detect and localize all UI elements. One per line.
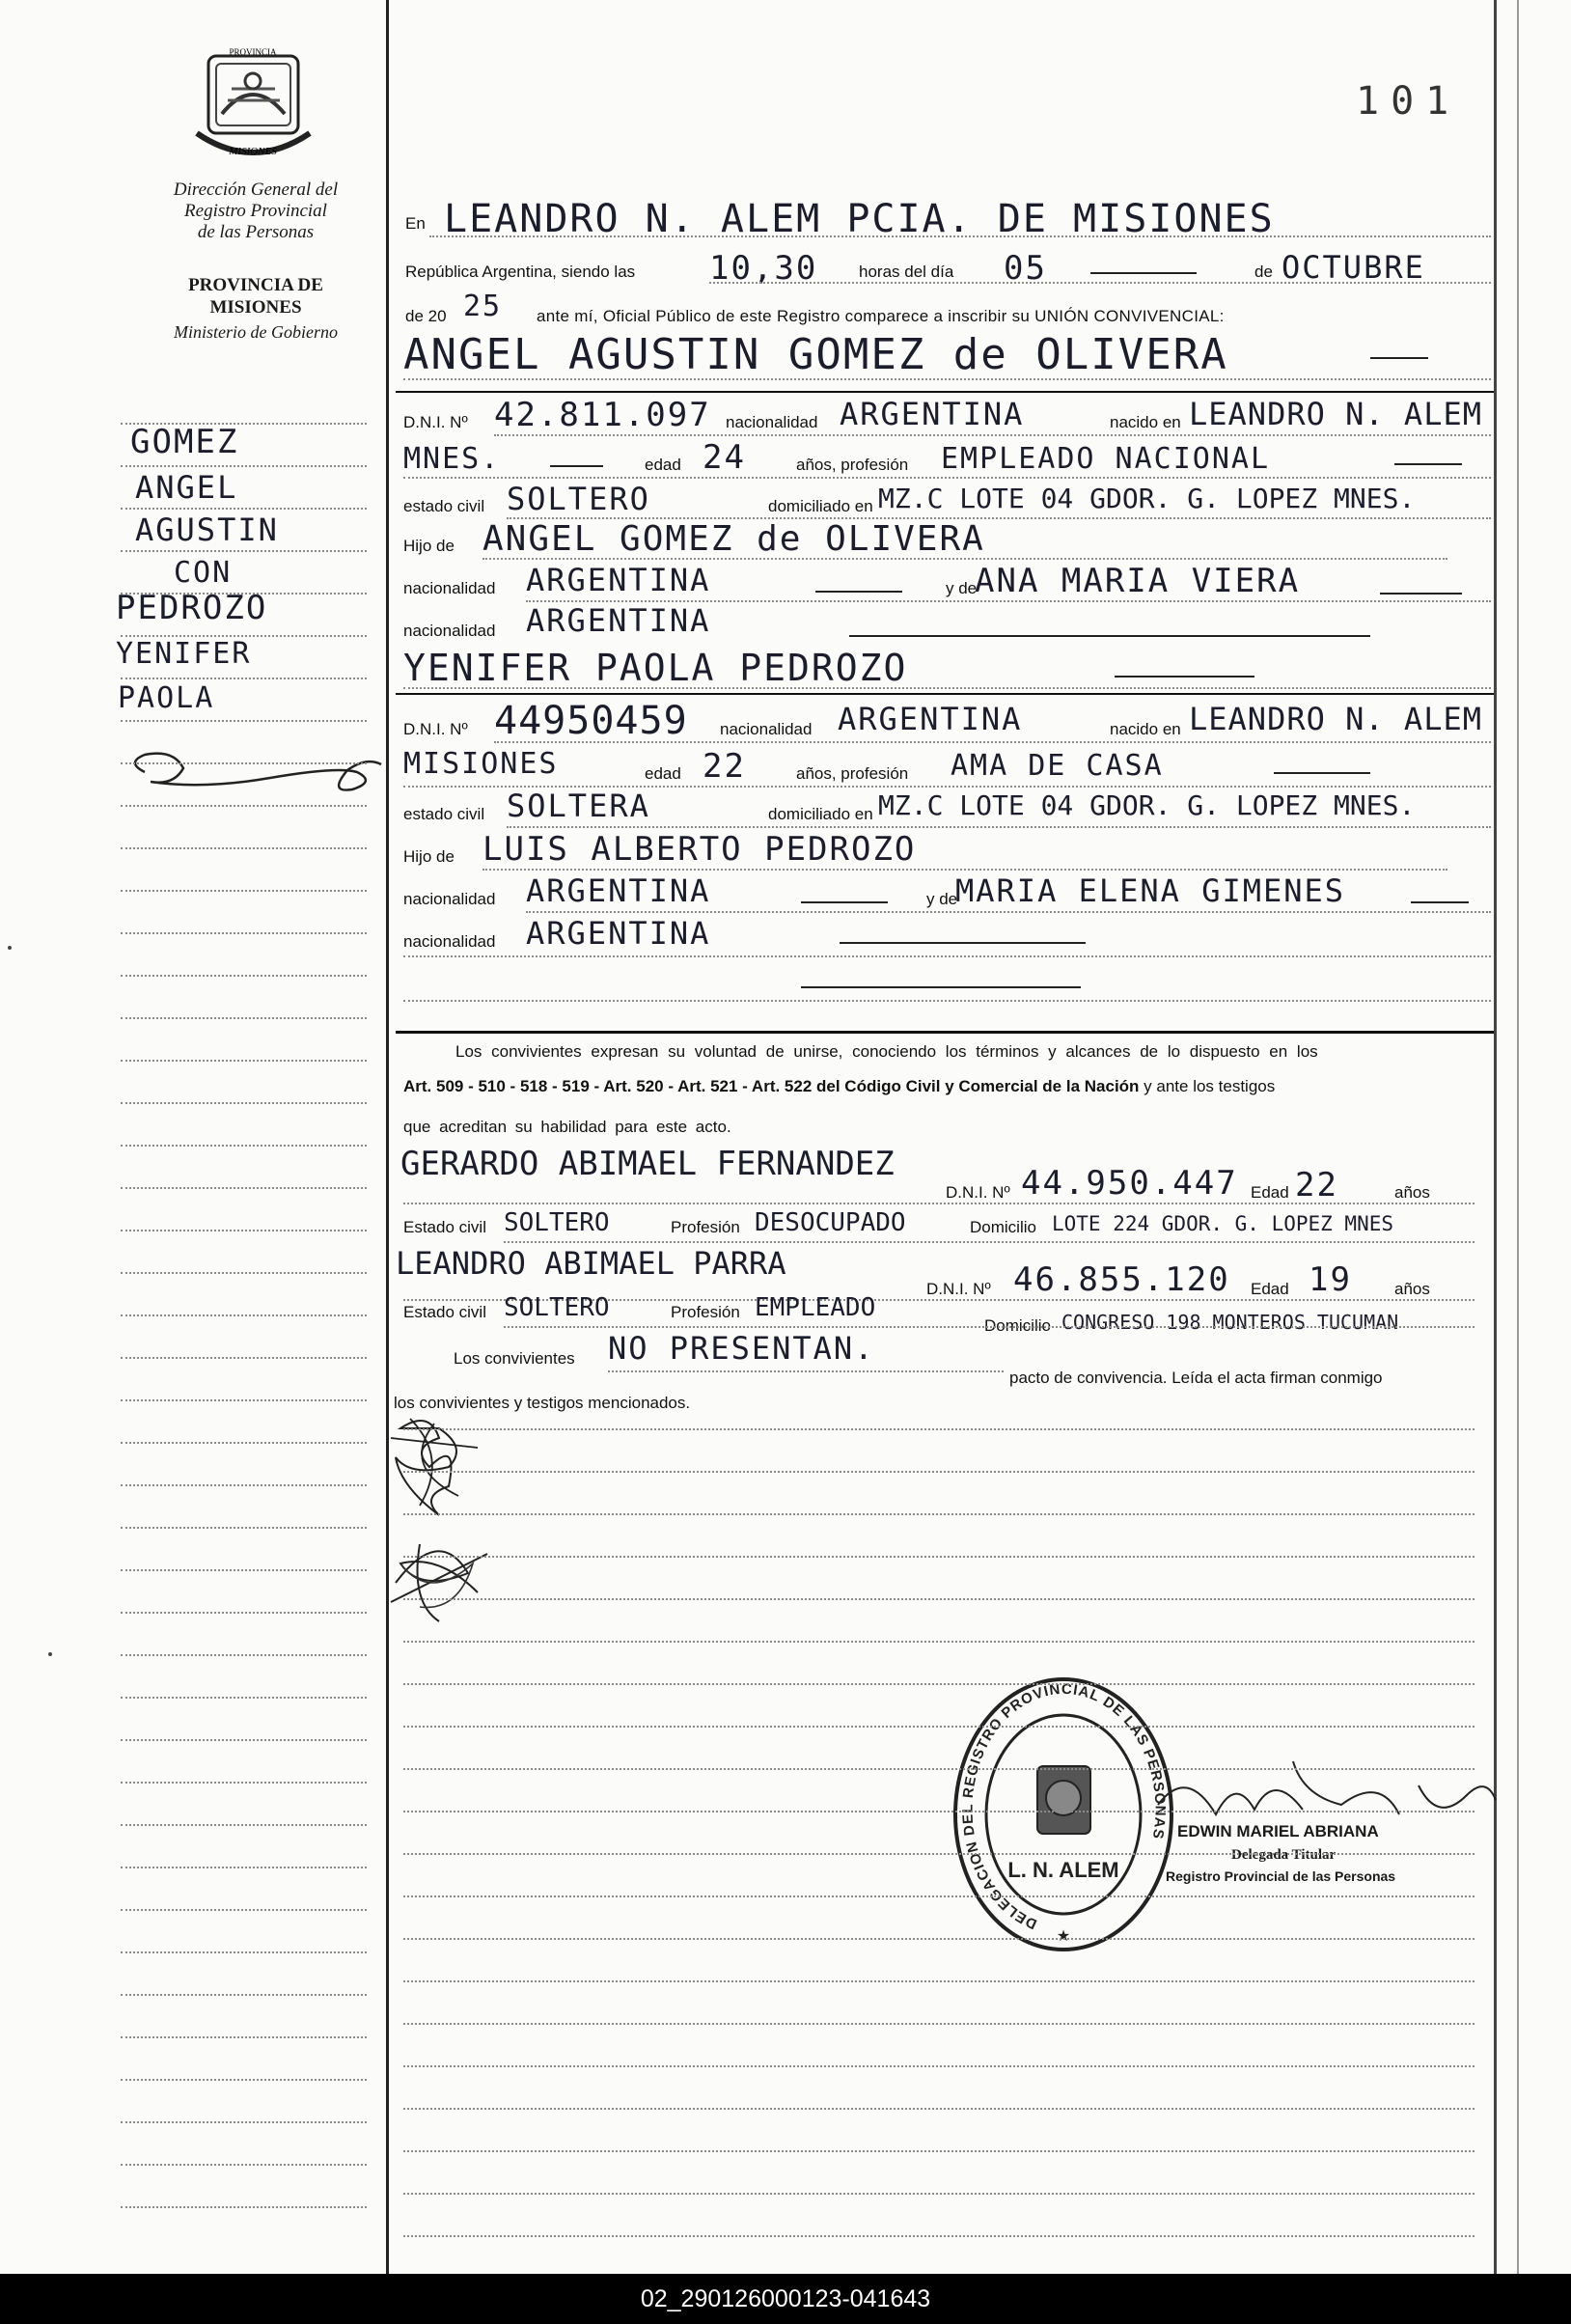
main-ruled-line [403, 1726, 1475, 1728]
margin-ruled-line [121, 465, 367, 467]
margin-ruled-line [121, 1102, 367, 1104]
label-year-prefix: de 20 [405, 307, 447, 325]
person2-father-nationality: ARGENTINA [526, 872, 711, 909]
svg-text:★: ★ [1056, 1928, 1071, 1945]
margin-ruled-line [121, 1272, 367, 1274]
main-ruled-line [403, 1471, 1475, 1473]
main-ruled-line [403, 1428, 1475, 1430]
header-line-2: Registro Provincial [184, 201, 327, 221]
margin-ruled-line [121, 932, 367, 934]
margin-ruled-line [121, 2206, 367, 2208]
person2-mother-nationality: ARGENTINA [526, 915, 711, 952]
witness2-age: 19 [1309, 1260, 1352, 1299]
label-estado-civil: estado civil [403, 497, 485, 515]
label-anos-profesion: años, profesión [796, 764, 909, 783]
person1-name: ANGEL AGUSTIN GOMEZ de OLIVERA [403, 330, 1228, 379]
margin-ruled-line [121, 1187, 367, 1189]
label-domiciliado: domiciliado en [768, 497, 873, 515]
declaration-line-1: Los convivientes expresan su voluntad de unirse, conociendo los términos y alcances de lo dispuesto en los [455, 1042, 1318, 1061]
label-los-convivientes: Los convivientes [454, 1349, 575, 1368]
pact-value: NO PRESENTAN. [608, 1330, 875, 1367]
main-ruled-line [403, 1853, 1475, 1855]
label-edad: edad [645, 456, 681, 474]
main-ruled-line [403, 1641, 1475, 1643]
label-horas-dia: horas del día [859, 263, 954, 281]
seal-center-text: L. N. ALEM [1007, 1858, 1119, 1882]
misiones-crest-logo [193, 46, 314, 172]
margin-ruled-line [121, 2164, 367, 2166]
act-year: 25 [463, 290, 503, 323]
margin-ruled-line [121, 1399, 367, 1401]
label-nacionalidad: nacionalidad [726, 413, 818, 431]
person1-mother: ANA MARIA VIERA [975, 562, 1301, 600]
margin-ruled-line [121, 1484, 367, 1486]
margin-ruled-line [121, 1230, 367, 1231]
person1-profession: EMPLEADO NACIONAL [941, 442, 1271, 476]
act-hour: 10,30 [709, 249, 818, 288]
person2-dni: 44950459 [494, 699, 688, 743]
label-firman: los convivientes y testigos mencionados. [394, 1394, 691, 1412]
person1-nationality: ARGENTINA [840, 396, 1025, 432]
declaration-articles: Art. 509 - 510 - 518 - 519 - Art. 520 - Art. 521 - Art. 522 del Código Civil y Comercial de la Nación [403, 1077, 1140, 1095]
main-ruled-line [403, 1768, 1475, 1770]
main-ruled-line [403, 1938, 1475, 1940]
main-ruled-line [403, 2065, 1475, 2067]
label-nacionalidad: nacionalidad [403, 579, 496, 597]
margin-ruled-line [121, 1357, 367, 1359]
margin-ruled-line [121, 975, 367, 977]
main-ruled-line [403, 2193, 1475, 2195]
header-province [135, 274, 376, 318]
person2-nationality: ARGENTINA [838, 701, 1023, 737]
main-ruled-line [403, 2150, 1475, 2152]
label-nacido-en: nacido en [1110, 413, 1181, 431]
main-ruled-line [403, 1556, 1475, 1558]
person1-age: 24 [703, 438, 746, 477]
label-witness-dni: D.N.I. Nº [946, 1183, 1010, 1202]
label-witness-dni: D.N.I. Nº [926, 1280, 991, 1298]
person2-profession: AMA DE CASA [951, 749, 1164, 783]
label-dni: D.N.I. Nº [403, 720, 468, 738]
person1-dni: 42.811.097 [494, 396, 711, 434]
label-hijo-de: Hijo de [403, 847, 455, 866]
label-republica: República Argentina, siendo las [405, 263, 636, 281]
margin-ruled-line [121, 1314, 367, 1316]
label-domiciliado: domiciliado en [768, 805, 873, 823]
witness2-civil-status: SOLTERO [504, 1293, 610, 1322]
act-month: OCTUBRE [1282, 249, 1425, 286]
page-number: 101 [1356, 79, 1461, 124]
margin-closing-flourish [116, 743, 386, 801]
person1-father-nationality: ARGENTINA [526, 562, 711, 598]
label-witness-edad: Edad [1251, 1183, 1289, 1202]
margin-ruled-line [121, 1654, 367, 1656]
label-dni: D.N.I. Nº [403, 413, 468, 431]
header-line-3: de las Personas [197, 222, 315, 242]
main-ruled-line [403, 1598, 1475, 1600]
label-nacionalidad: nacionalidad [403, 622, 496, 640]
margin-ruled-line [121, 550, 367, 552]
label-witness-profesion: Profesión [671, 1218, 740, 1236]
margin-ruled-line [121, 1145, 367, 1147]
margin-ruled-line [121, 1994, 367, 1996]
label-witness-estado-civil: Estado civil [403, 1303, 486, 1321]
witness1-name: GERARDO ABIMAEL FERNANDEZ [400, 1145, 895, 1183]
margin-ruled-line [121, 508, 367, 510]
person1-mother-nationality: ARGENTINA [526, 602, 711, 639]
label-en: En [405, 214, 426, 233]
margin-ruled-line [121, 762, 367, 764]
person2-address: MZ.C LOTE 04 GDOR. G. LOPEZ MNES. [878, 789, 1416, 821]
margin-ruled-line [121, 678, 367, 679]
header-directorate [135, 180, 376, 243]
margin-ruled-line [121, 1739, 367, 1741]
main-ruled-line [403, 2235, 1475, 2237]
right-page-border [1494, 0, 1497, 2274]
margin-name: YENIFER [116, 637, 252, 671]
margin-ruled-line [121, 1697, 367, 1699]
label-witness-domicilio: Domicilio [984, 1316, 1051, 1335]
margin-ruled-line [121, 2121, 367, 2123]
person2-birthplace: LEANDRO N. ALEM [1189, 701, 1482, 737]
margin-ruled-line [121, 1909, 367, 1911]
margin-ruled-line [121, 1951, 367, 1953]
registry-seal-stamp [951, 1674, 1177, 1964]
margin-ruled-line [121, 1782, 367, 1784]
scan-footer-bar [0, 2274, 1571, 2324]
declaration-line-2: y ante los testigos [1144, 1077, 1276, 1095]
official-office: Registro Provincial de las Personas [1166, 1868, 1396, 1884]
seal-ring-text: DELEGACION DEL REGISTRO PROVINCIAL DE LAS PERSONAS [959, 1680, 1169, 1933]
label-anos-profesion: años, profesión [796, 456, 909, 474]
header-line-1: Dirección General del [173, 180, 339, 200]
witness2-dni: 46.855.120 [1013, 1260, 1230, 1299]
label-nacido-en: nacido en [1110, 720, 1181, 738]
margin-ruled-line [121, 805, 367, 807]
label-witness-profesion: Profesión [671, 1303, 740, 1321]
crest-text-top: PROVINCIA [229, 47, 277, 57]
label-y-de: y de [946, 579, 978, 597]
witness2-profession: EMPLEADO [755, 1293, 876, 1322]
scan-id: 02_290126000123-041643 [640, 2285, 931, 2312]
label-de: de [1254, 263, 1273, 281]
person1-birthplace-2: MNES. [403, 442, 501, 476]
main-ruled-line [403, 1811, 1475, 1812]
label-hijo-de: Hijo de [403, 537, 455, 555]
label-witness-domicilio: Domicilio [970, 1218, 1036, 1236]
main-ruled-line [403, 1513, 1475, 1515]
label-nacionalidad: nacionalidad [720, 720, 813, 738]
label-nacionalidad: nacionalidad [403, 932, 496, 951]
person2-age: 22 [703, 747, 746, 786]
label-nacionalidad: nacionalidad [403, 890, 496, 908]
main-ruled-line [403, 1980, 1475, 1982]
label-witness-anos: años [1394, 1183, 1430, 1202]
margin-ruled-line [121, 720, 367, 722]
main-ruled-line [403, 2108, 1475, 2110]
person2-name: YENIFER PAOLA PEDROZO [403, 647, 908, 689]
main-ruled-line [403, 1895, 1475, 1897]
crest-text-bottom: MISIONES [229, 146, 277, 157]
margin-ruled-line [121, 1527, 367, 1529]
witness2-name: LEANDRO ABIMAEL PARRA [396, 1245, 786, 1282]
margin-ruled-line [121, 2036, 367, 2038]
margin-ruled-line [121, 593, 367, 595]
margin-ruled-line [121, 635, 367, 637]
margin-ruled-line [121, 1569, 367, 1571]
main-ruled-line [403, 2023, 1475, 2025]
person1-birthplace: LEANDRO N. ALEM [1189, 396, 1482, 432]
person1-father: ANGEL GOMEZ de OLIVERA [482, 519, 985, 559]
declaration-line-3: que acreditan su habilidad para este acto. [403, 1118, 731, 1136]
margin-name: AGUSTIN [135, 512, 279, 548]
witness2-address: CONGRESO 198 MONTEROS TUCUMAN [1061, 1311, 1399, 1334]
header-province-2: MISIONES [209, 297, 302, 318]
person2-father: LUIS ALBERTO PEDROZO [482, 830, 917, 869]
person2-birthplace-2: MISIONES [403, 747, 559, 781]
person2-mother: MARIA ELENA GIMENES [955, 872, 1346, 909]
margin-name: CON [174, 556, 233, 590]
official-name: EDWIN MARIEL ABRIANA [1177, 1822, 1379, 1840]
act-place: LEANDRO N. ALEM PCIA. DE MISIONES [444, 197, 1275, 241]
label-estado-civil: estado civil [403, 805, 485, 823]
witness1-profession: DESOCUPADO [755, 1208, 906, 1237]
header-ministry: Ministerio de Gobierno [174, 322, 338, 342]
margin-ruled-line [121, 1824, 367, 1826]
margin-ruled-line [121, 1017, 367, 1019]
label-witness-estado-civil: Estado civil [403, 1218, 486, 1236]
margin-ruled-line [121, 890, 367, 892]
label-y-de: y de [926, 890, 958, 908]
label-compare: ante mí, Oficial Público de este Registro comparece a inscribir su UNIÓN CONVIVENCIAL: [537, 307, 1225, 325]
official-title: Delegada Titular [1231, 1847, 1337, 1863]
margin-name: GOMEZ [130, 423, 239, 461]
main-ruled-line [403, 1683, 1475, 1685]
header-province-1: PROVINCIA DE [188, 275, 323, 295]
right-shadow-edge [1517, 0, 1519, 2274]
margin-ruled-line [121, 1612, 367, 1614]
person1-civil-status: SOLTERO [507, 481, 650, 517]
margin-ruled-line [121, 1060, 367, 1062]
person2-civil-status: SOLTERA [507, 788, 650, 824]
margin-name: ANGEL [135, 469, 238, 506]
margin-ruled-line [121, 2079, 367, 2081]
person1-address: MZ.C LOTE 04 GDOR. G. LOPEZ MNES. [878, 483, 1416, 514]
margin-name: PAOLA [118, 681, 215, 715]
label-witness-anos: años [1394, 1280, 1430, 1298]
margin-ruled-line [121, 423, 367, 425]
left-column-border [386, 0, 389, 2274]
witness1-address: LOTE 224 GDOR. G. LOPEZ MNES [1052, 1212, 1394, 1235]
witness1-dni: 44.950.447 [1021, 1164, 1238, 1203]
witness1-age: 22 [1295, 1166, 1338, 1204]
label-witness-edad: Edad [1251, 1280, 1289, 1298]
witness1-civil-status: SOLTERO [504, 1208, 610, 1237]
margin-ruled-line [121, 1442, 367, 1444]
margin-name: PEDROZO [116, 589, 268, 627]
margin-ruled-line [121, 847, 367, 849]
label-edad: edad [645, 764, 681, 783]
margin-ruled-line [121, 1867, 367, 1868]
act-day: 05 [1004, 249, 1047, 288]
label-pacto: pacto de convivencia. Leída el acta firman conmigo [1009, 1369, 1383, 1387]
